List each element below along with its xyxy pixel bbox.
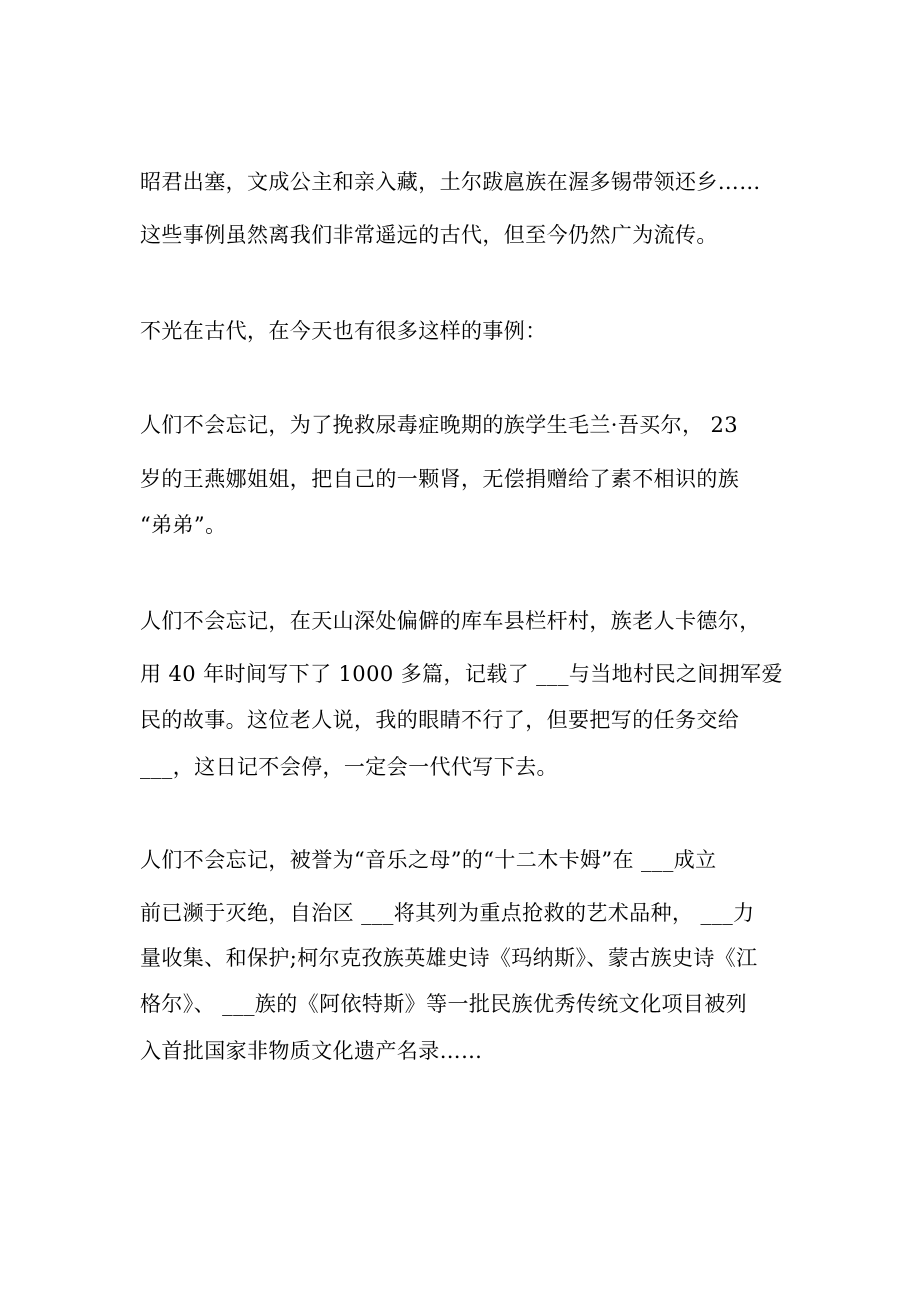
paragraph-5-line-3: 量收集、和保护;柯尔克孜族英雄史诗《玛纳斯》、蒙古族史诗《江 [140,946,758,970]
paragraph-3-line-1: 人们不会忘记，为了挽救尿毒症晚期的族学生毛兰·吾买尔， 23 [140,413,739,437]
paragraph-5-line-1: 人们不会忘记，被誉为“音乐之母”的“十二木卡姆”在 ___成立 [140,848,717,872]
paragraph-4-line-4: ___，这日记不会停，一定会一代代写下去。 [140,755,558,779]
paragraph-3-line-2: 岁的王燕娜姐姐，把自己的一颗肾，无偿捐赠给了素不相识的族 [140,467,740,491]
paragraph-3-line-3: “弟弟”。 [140,513,227,537]
paragraph-5-line-5: 入首批国家非物质文化遗产名录…… [140,1039,483,1063]
paragraph-5-line-4: 格尔》、 ___族的《阿依特斯》等一批民族优秀传统文化项目被列 [140,992,748,1016]
paragraph-4-line-1: 人们不会忘记，在天山深处偏僻的库车县栏杆村，族老人卡德尔， [140,609,761,633]
paragraph-1-line-1: 昭君出塞，文成公主和亲入藏，土尔跋扈族在渥多锡带领还乡…… [140,170,761,194]
paragraph-4-line-2: 用 40 年时间写下了 1000 多篇，记载了 ___与当地村民之间拥军爱 [140,662,783,686]
paragraph-5-line-2: 前已濒于灭绝，自治区 ___将其列为重点抢救的艺术品种， ___力 [140,901,755,925]
paragraph-4-line-3: 民的故事。这位老人说，我的眼睛不行了，但要把写的任务交给 [140,708,740,732]
paragraph-2-line-1: 不光在古代，在今天也有很多这样的事例： [140,319,547,343]
paragraph-1-line-2: 这些事例虽然离我们非常遥远的古代，但至今仍然广为流传。 [140,223,718,247]
